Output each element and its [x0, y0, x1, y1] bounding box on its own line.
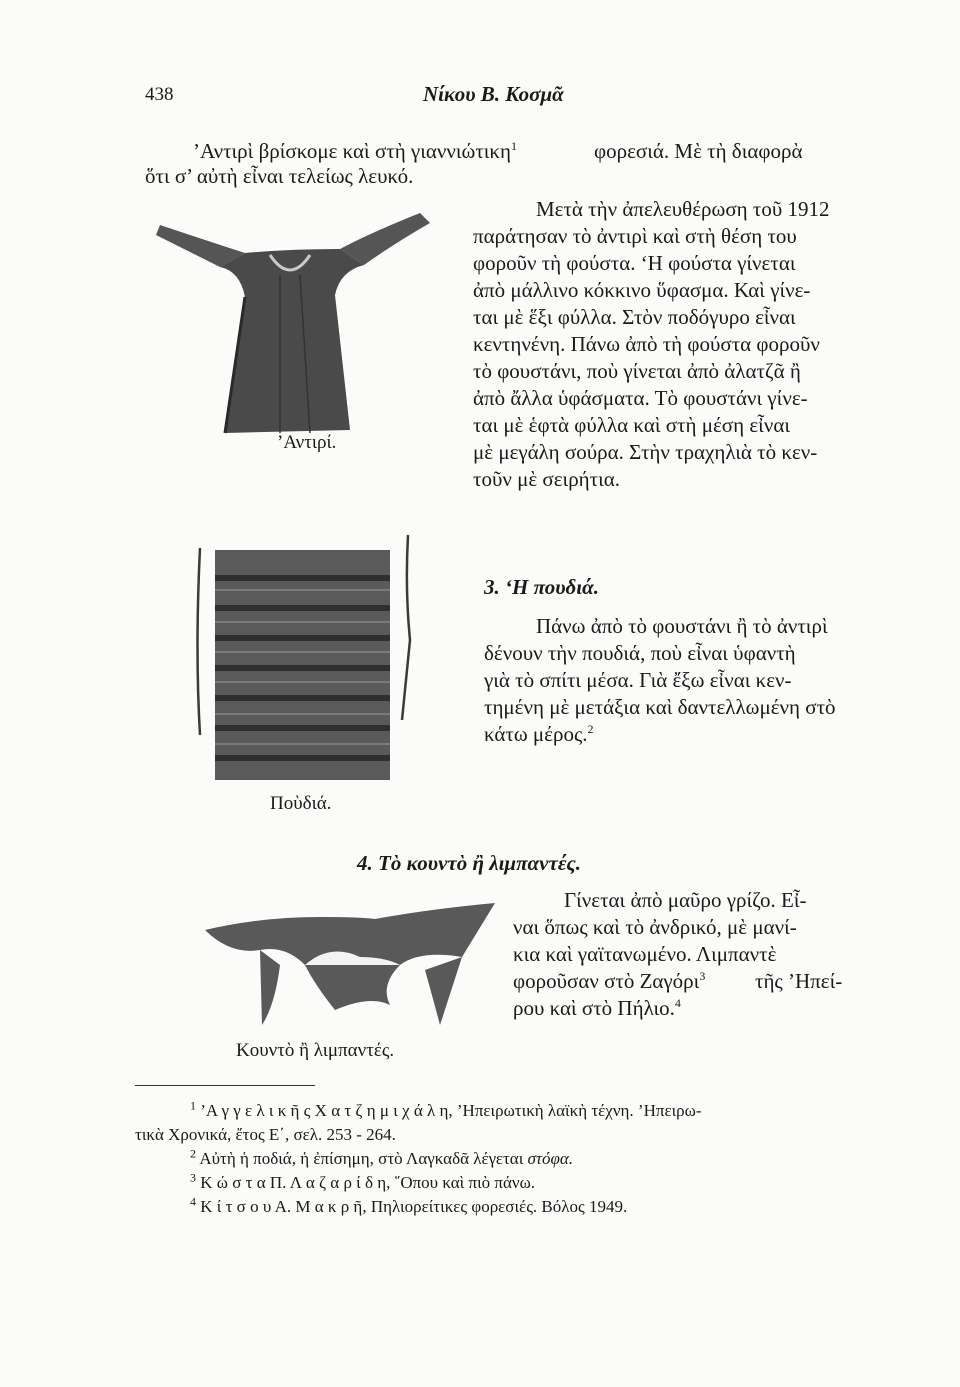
antiri-line: κεντηνένη. Πάνω ἀπὸ τὴ φούστα φοροῦν	[473, 332, 820, 356]
section-4-line: ρου καὶ στὸ Πήλιο.$^4$	[513, 996, 681, 1020]
footnote-1: $^1$ ’Α γ γ ε λ ι κ ῆ ς Χ α τ ζ η μ ι χ ά λ η, ’Ηπειρωτικὴ λαϊκὴ τέχνη. ’Ηπειρω-	[190, 1098, 702, 1120]
antiri-garment-photo	[150, 205, 440, 445]
footnote-1-cont: τικὰ Χρονικά, ἔτος Ε΄, σελ. 253 - 264.	[135, 1125, 396, 1144]
caption-poudia: Ποὺδιά.	[270, 793, 332, 814]
footnote-4: $^4$ Κ ί τ σ ο υ Α. Μ α κ ρ ῆ, Πηλιορείτικες φορεσιές. Βόλος 1949.	[190, 1194, 628, 1216]
intro-line-1: ’Αντιρὶ βρίσκομε καὶ στὴ γιαννιώτικη$^1$	[193, 139, 517, 163]
section-4-line: Γίνεται ἀπὸ μαῦρο γρίζο. Εἶ-	[564, 888, 807, 912]
section-3-line: δένουν τὴν πουδιά, ποὺ εἶναι ὑφαντὴ	[484, 641, 796, 665]
running-title: Νίκου Β. Κοσμᾶ	[423, 82, 564, 106]
antiri-line: ἀπὸ ἄλλα ὑφάσματα. Τὸ φουστάνι γίνε-	[473, 386, 808, 410]
footnote-ref-2[interactable]: 2	[587, 722, 594, 736]
page-number: 438	[145, 84, 174, 105]
poudia-apron-photo	[180, 530, 420, 780]
section-4-line: ναι ὅπως καὶ τὸ ἀνδρικό, μὲ μανί-	[513, 915, 797, 939]
section-4-line: κια καὶ γαϊτανωμένο. Λιμπαντὲ	[513, 942, 777, 966]
section-3-line: Πάνω ἀπὸ τὸ φουστάνι ἢ τὸ ἀντιρὶ	[536, 614, 828, 638]
footnote-ref-3[interactable]: 3	[699, 969, 706, 983]
antiri-line: φοροῦν τὴ φούστα. ‘Η φούστα γίνεται	[473, 251, 796, 275]
caption-antiri: ’Αντιρί.	[277, 432, 337, 453]
section-3-line: κάτω μέρος.$^2$	[484, 722, 594, 746]
kounto-vest-photo	[200, 895, 500, 1045]
antiri-line: τοῦν μὲ σειρήτια.	[473, 467, 620, 491]
intro-line-2: ὅτι σ’ αὐτὴ εἶναι τελείως λευκό.	[145, 164, 414, 188]
footnote-2: $^2$ Αὐτὴ ἡ ποδιά, ἡ ἐπίσημη, στὸ Λαγκαδᾶ λέγεται στόφα.	[190, 1146, 574, 1168]
section-4-line: φοροῦσαν στὸ Ζαγόρι$^3$	[513, 969, 706, 993]
intro-line-1-tail: φορεσιά. Μὲ τὴ διαφορὰ	[594, 139, 803, 163]
antiri-line: μὲ μεγάλη σούρα. Στὴν τραχηλιὰ τὸ κεν-	[473, 440, 818, 464]
section-4-heading: 4. Τὸ κουντὸ ἢ λιμπαντές.	[357, 851, 582, 875]
section-3-line: γιὰ τὸ σπίτι μέσα. Γιὰ ἔξω εἶναι κεν-	[484, 668, 792, 692]
antiri-line: τὸ φουστάνι, ποὺ γίνεται ἀπὸ ἀλατζᾶ ἢ	[473, 359, 801, 383]
footnote-3: $^3$ Κ ώ σ τ α Π. Λ α ζ α ρ ί δ η, ῞Οπου καὶ πιὸ πάνω.	[190, 1170, 536, 1192]
footnote-ref-1[interactable]: 1	[510, 139, 517, 153]
footnote-divider	[135, 1085, 315, 1086]
section-3-heading: 3. ‘Η πουδιά.	[484, 575, 599, 599]
section-4-line-tail: τῆς ’Ηπεί-	[755, 969, 843, 993]
antiri-line: ἀπὸ μάλλινο κόκκινο ὕφασμα. Καὶ γίνε-	[473, 278, 811, 302]
antiri-line: ται μὲ ἕξι φύλλα. Στὸν ποδόγυρο εἶναι	[473, 305, 796, 329]
antiri-line: ται μὲ ἑφτὰ φύλλα καὶ στὴ μέση εἶναι	[473, 413, 790, 437]
antiri-line: παράτησαν τὸ ἀντιρὶ καὶ στὴ θέση του	[473, 224, 797, 248]
caption-kounto: Κουντὸ ἢ λιμπαντές.	[236, 1040, 395, 1061]
antiri-line: Μετὰ τὴν ἀπελευθέρωση τοῦ 1912	[536, 197, 830, 221]
footnote-ref-4[interactable]: 4	[674, 996, 681, 1010]
section-3-line: τημένη μὲ μετάξια καὶ δαντελλωμένη στὸ	[484, 695, 836, 719]
